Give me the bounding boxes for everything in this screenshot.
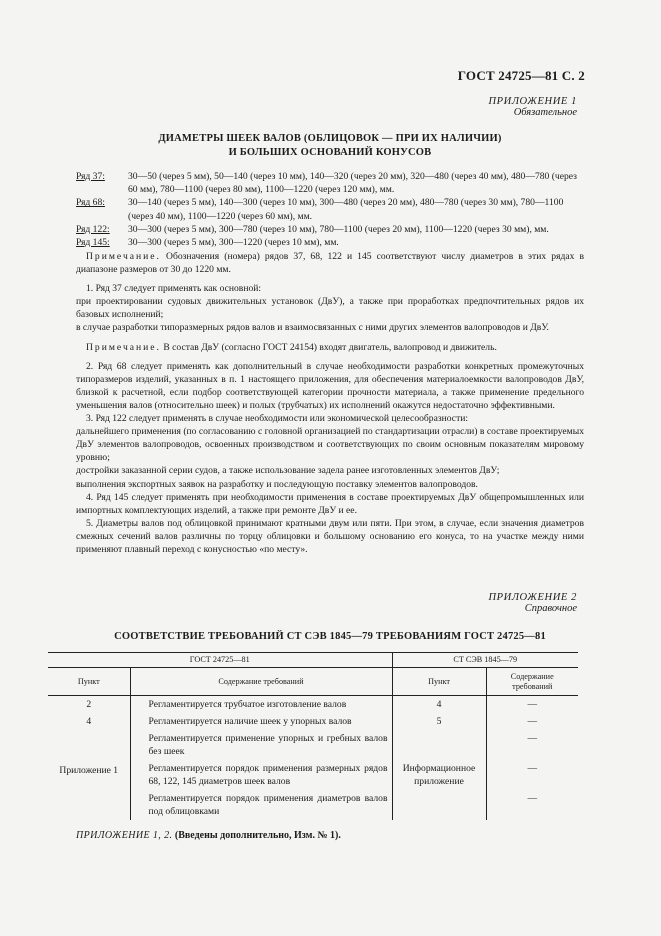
paragraph-1: 1. Ряд 37 следует применять как основной: xyxy=(86,283,262,295)
group-gost: ГОСТ 24725—81 xyxy=(48,653,392,668)
appendix1-label-block xyxy=(488,96,577,118)
table-row: Регламентируется применение упорных и гребных валов без шеек — xyxy=(48,730,578,760)
row-text: 30—50 (через 5 мм), 50—140 (через 10 мм), 140—320 (через 20 мм), 320—480 (через 40 мм), 480—780 (через 60 мм), 780—1100 (через 80 мм), 1100—1220 (через 120 мм), мм. xyxy=(128,171,577,196)
paragraph-4: 4. Ряд 145 следует применять при необходимости применения в составе проектируемых ДвУ общепромышленных или импортных комплектующих изделий, а также при ремонте ДвУ и ее. xyxy=(76,491,584,516)
table-row: 4 Регламентируется наличие шеек у упорных валов 5 — xyxy=(48,713,578,730)
group-st-sev: СТ СЭВ 1845—79 xyxy=(453,655,518,664)
appendix2-title: СООТВЕТСТВИЕ ТРЕБОВАНИЙ СТ СЭВ 1845—79 ТРЕБОВАНИЯМ ГОСТ 24725—81 xyxy=(114,631,546,642)
note2-head: Примечание. xyxy=(86,341,161,353)
footer-bold: (Введены дополнительно, Изм. № 1). xyxy=(172,830,341,841)
page-header: ГОСТ 24725—81 С. 2 xyxy=(457,68,585,83)
table-row: 2 Регламентируется трубчатое изготовление валов 4 — xyxy=(48,696,578,714)
paragraph-1b: в случае разработки типоразмерных рядов валов и взаимосвязанных с ними других элементов валопроводов и ДвУ. xyxy=(76,322,549,334)
note2-text: В состав ДвУ (согласно ГОСТ 24154) входят двигатель, валопровод и движитель. xyxy=(160,341,497,353)
comparison-table xyxy=(48,652,578,820)
table-group-header xyxy=(48,653,578,668)
footer-note xyxy=(76,830,341,841)
appendix1-title-line1: ДИАМЕТРЫ ШЕЕК ВАЛОВ (ОБЛИЦОВОК — ПРИ ИХ НАЛИЧИИ) xyxy=(158,133,502,144)
appendix2-label-block xyxy=(488,592,577,614)
row-122 xyxy=(76,223,586,236)
row-145 xyxy=(76,236,586,249)
row-text: 30—300 (через 5 мм), 300—1220 (через 10 мм), мм. xyxy=(128,237,339,249)
appendix1-label: ПРИЛОЖЕНИЕ 1 xyxy=(488,96,577,107)
note2 xyxy=(76,341,584,354)
paragraph-1a: при проектировании судовых движительных установок (ДвУ), а также при проработках предпочтительных рядов их базовых исполнений; xyxy=(76,296,584,321)
paragraph-3: 3. Ряд 122 следует применять в случае необходимости или экономической целесообразности: xyxy=(86,413,469,425)
row-label: Ряд 68: xyxy=(76,197,105,209)
col-content2: Содержание требований xyxy=(510,671,554,691)
appendix2-label: ПРИЛОЖЕНИЕ 2 xyxy=(488,592,577,603)
col-content: Содержание требований xyxy=(130,668,392,696)
col-point2: Пункт xyxy=(392,668,486,696)
appendix1-body xyxy=(76,250,584,556)
appendix2-status: Справочное xyxy=(524,603,577,614)
row-label: Ряд 37: xyxy=(76,171,105,182)
table-column-header xyxy=(48,668,578,696)
appendix1-title xyxy=(60,132,600,160)
row-37 xyxy=(76,170,586,196)
note1-head: Примечание. xyxy=(86,251,161,262)
row-label: Ряд 122: xyxy=(76,223,110,235)
paragraph-3c: выполнения экспортных заявок на разработку и последующую поставку элементов валопроводов. xyxy=(76,478,478,490)
paragraph-2: 2. Ряд 68 следует применять как дополнительный в случае необходимости разработки конкретных промежуточных типоразмеров изделий, указанных в п. 1 настоящего приложения, для обеспечения материалоемкости валопроводов ДвУ, близкой к расчетной, если подбор соответствующей категории прочности материала, а также применение предельного уменьшения валов (относительно шеек) и полых (трубчатых) их исполнений окажутся недостаточно эффективными. xyxy=(76,360,584,411)
col-point: Пункт xyxy=(48,668,130,696)
note1 xyxy=(76,250,584,276)
table-row: Приложение 1 Регламентируется порядок применения размерных рядов 68, 122, 145 диаметров шеек валов Информационное приложение — xyxy=(48,760,578,790)
row-text: 30—140 (через 5 мм), 140—300 (через 10 мм), 300—480 (через 20 мм), 480—780 (через 30 мм), 780—1100 (через 40 мм), 1100—1220 (через 60 мм), мм. xyxy=(128,197,564,222)
row-label: Ряд 145: xyxy=(76,237,110,249)
table-row: Регламентируется порядок применения диаметров валов под облицовками — xyxy=(48,790,578,820)
footer-italic: ПРИЛОЖЕНИЕ 1, 2. xyxy=(76,830,173,841)
row-68 xyxy=(76,196,586,222)
appendix1-title-line2: И БОЛЬШИХ ОСНОВАНИЙ КОНУСОВ xyxy=(228,147,432,158)
row-text: 30—300 (через 5 мм), 300—780 (через 10 мм), 780—1100 (через 20 мм), 1100—1220 (через 30 мм), мм. xyxy=(128,223,549,235)
paragraph-3a: дальнейшего применения (по согласованию с головной организацией по стандартизации отрасли) в составе проектируемых ДвУ элементов валопроводов, освоенных производством и соответствующих по своим основным показателям мировому уровню; xyxy=(76,426,584,464)
note1-text: Обозначения (номера) рядов 37, 68, 122 и 145 соответствуют числу диаметров в этих рядах в диапазоне размеров от 30 до 1220 мм. xyxy=(76,251,584,276)
paragraph-5: 5. Диаметры валов под облицовкой принимают кратными двум или пяти. При этом, в случае, если значения диаметров смежных сечений валов различны по торцу облицовки и большому основанию его конуса, то на участке между ними применяют плавный переход с конусностью «по месту». xyxy=(76,517,584,555)
diameter-rows xyxy=(76,170,586,249)
paragraph-3b: достройки заказанной серии судов, а также использование задела ранее изготовленных элементов ДвУ; xyxy=(76,465,500,477)
appendix1-status: Обязательное xyxy=(513,107,577,118)
